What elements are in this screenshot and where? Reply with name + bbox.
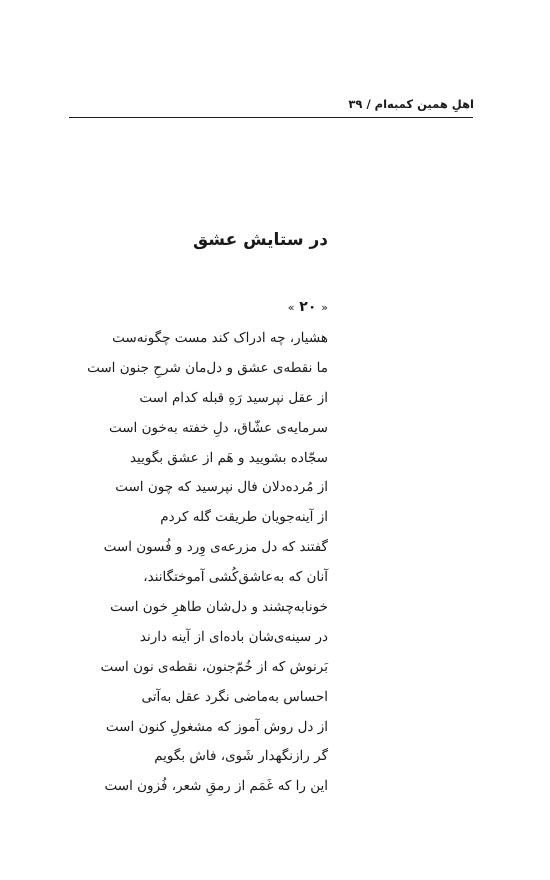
page-number: ۳۹: [348, 97, 363, 111]
book-title: اهلِ همین کمبه‌ام: [374, 97, 474, 111]
poem-line: هشیار، چه ادراک کند مست چگونه‌ست: [112, 330, 328, 346]
poem-number-close-quote: »: [287, 301, 295, 314]
poem-line: از عقل نپرسید رَهِ قبله کدام است: [139, 389, 328, 406]
poem-line: در سینه‌ی‌شان باده‌ای از آینه دارند: [139, 628, 328, 645]
poem-verses: [68, 324, 328, 802]
poem-line: این را که غَمَم از رمقِ شعر، فُزون است: [104, 778, 328, 795]
running-header: [76, 96, 474, 112]
header-rule: [69, 117, 473, 118]
poem-line: آنان که به‌عاشق‌کُشی آموختگانند،: [143, 569, 328, 586]
poem-number-open-quote: «: [321, 301, 328, 314]
header-separator: /: [366, 97, 371, 111]
poem-line: سجّاده بشویید و هَم از عشق بگویید: [129, 449, 328, 466]
poem-number: [68, 295, 328, 319]
poem-line: از مُرده‌دلان فال نپرسید که چون است: [115, 479, 328, 496]
poem: [68, 224, 328, 802]
poem-title: در ستایش عشق: [192, 230, 328, 250]
poem-number-value: ۲۰: [299, 299, 317, 315]
poem-line: گر رازنگهدار شَوی، فاش بگویم: [154, 748, 328, 765]
poem-line: گفتند که دل مزرعه‌ی وِرد و فُسون است: [103, 539, 328, 556]
poem-line: خونابه‌چشند و دل‌شان طاهرِ خون است: [110, 599, 328, 616]
poem-line: ما نقطه‌ی عشق و دل‌مان شرحِ جنون است: [87, 359, 328, 376]
poem-line: احساس به‌ماضی نگرد عقل به‌آتی: [141, 688, 328, 705]
poem-line: سرمایه‌ی عشّاق، دلِ خفته به‌خون است: [108, 419, 328, 436]
poem-line: از دل روش آموز که مشغولِ کنون است: [105, 718, 328, 735]
poem-line: از آینه‌جویان طریقت گله کردم: [160, 509, 328, 526]
poem-line: بَرنوش که از خُمّ‌جنون، نقطه‌ی نون است: [100, 658, 328, 675]
